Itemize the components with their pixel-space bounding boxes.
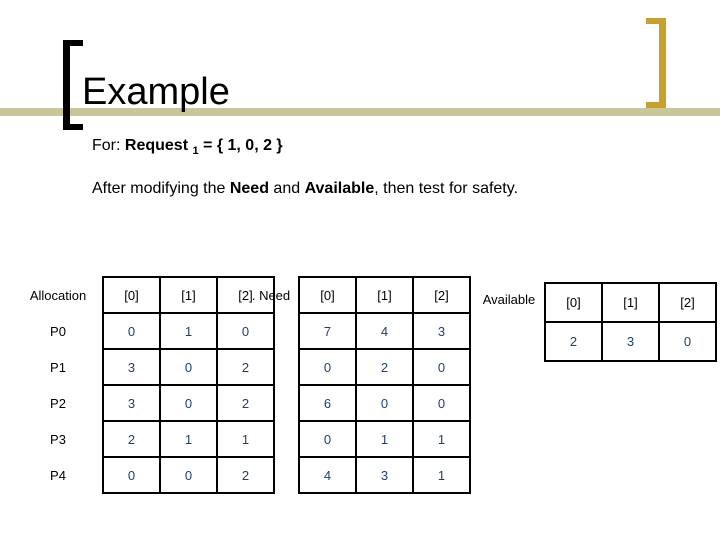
request-line	[92, 137, 283, 157]
available-cell: 2	[545, 322, 602, 361]
available-col-header: [2]	[659, 283, 716, 322]
available-label: Available	[482, 292, 536, 307]
table-row	[244, 313, 470, 349]
available-cell: 3	[602, 322, 659, 361]
instruction-line	[92, 180, 518, 198]
table-row	[244, 349, 470, 385]
need-cell: 0	[413, 385, 470, 421]
table-row	[14, 349, 274, 385]
allocation-col-header: [1]	[160, 277, 217, 313]
need-cell: 1	[413, 421, 470, 457]
instruction-pre: After modifying the	[92, 180, 230, 197]
available-cell: 0	[659, 322, 716, 361]
table-row	[14, 457, 274, 493]
request-prefix: For:	[92, 137, 125, 154]
table-row	[14, 313, 274, 349]
available-header-row	[474, 283, 716, 322]
allocation-label: Allocation	[29, 287, 87, 303]
need-cell: 3	[356, 457, 413, 493]
available-col-header: [0]	[545, 283, 602, 322]
request-subscript: 1	[192, 145, 199, 157]
need-cell: 1	[413, 457, 470, 493]
process-label: P0	[50, 323, 66, 339]
allocation-header-row	[14, 277, 274, 313]
instruction-post: , then test for safety.	[374, 180, 519, 197]
need-table	[244, 276, 471, 494]
available-col-header: [1]	[602, 283, 659, 322]
allocation-cell: 3	[103, 385, 160, 421]
allocation-cell: 1	[217, 421, 274, 457]
right-bracket	[659, 18, 666, 108]
need-cell: 0	[413, 349, 470, 385]
need-cell: 7	[299, 313, 356, 349]
need-col-header: [2]	[413, 277, 470, 313]
need-cell: 4	[356, 313, 413, 349]
need-cell: 0	[299, 349, 356, 385]
left-bracket-top	[63, 40, 83, 46]
table-row	[14, 385, 274, 421]
table-row	[244, 385, 470, 421]
available-table	[474, 282, 717, 362]
allocation-cell: 0	[160, 385, 217, 421]
request-value: = { 1, 0, 2 }	[198, 137, 283, 154]
need-cell: 0	[356, 385, 413, 421]
need-label: . Need	[251, 287, 291, 303]
need-cell: 3	[413, 313, 470, 349]
allocation-cell: 1	[160, 313, 217, 349]
need-cell: 0	[299, 421, 356, 457]
process-label: P4	[50, 467, 66, 483]
need-col-header: [0]	[299, 277, 356, 313]
need-cell: 4	[299, 457, 356, 493]
allocation-cell: 2	[217, 457, 274, 493]
right-bracket-top	[646, 18, 666, 24]
need-cell: 6	[299, 385, 356, 421]
allocation-cell: 0	[160, 457, 217, 493]
allocation-table	[14, 276, 275, 494]
right-bracket-bottom	[646, 102, 666, 108]
instruction-available: Available	[304, 180, 375, 197]
allocation-col-header: [0]	[103, 277, 160, 313]
allocation-cell: 2	[103, 421, 160, 457]
table-row	[244, 457, 470, 493]
allocation-cell: 1	[160, 421, 217, 457]
table-row	[14, 421, 274, 457]
allocation-col-header: [2]	[217, 277, 274, 313]
allocation-cell: 0	[160, 349, 217, 385]
need-cell: 2	[356, 349, 413, 385]
slide-title: Example	[82, 71, 230, 113]
table-row	[474, 322, 716, 361]
allocation-cell: 2	[217, 349, 274, 385]
allocation-cell: 0	[217, 313, 274, 349]
instruction-need: Need	[229, 180, 269, 197]
need-cell: 1	[356, 421, 413, 457]
need-header-row	[244, 277, 470, 313]
process-label: P1	[50, 359, 66, 375]
left-bracket	[63, 40, 70, 130]
table-row	[244, 421, 470, 457]
allocation-cell: 3	[103, 349, 160, 385]
allocation-cell: 0	[103, 313, 160, 349]
left-bracket-bottom	[63, 124, 83, 130]
process-label: P2	[50, 395, 66, 411]
request-label: Request	[124, 137, 189, 154]
allocation-cell: 0	[103, 457, 160, 493]
instruction-mid: and	[268, 180, 305, 197]
need-col-header: [1]	[356, 277, 413, 313]
allocation-cell: 2	[217, 385, 274, 421]
process-label: P3	[50, 431, 66, 447]
